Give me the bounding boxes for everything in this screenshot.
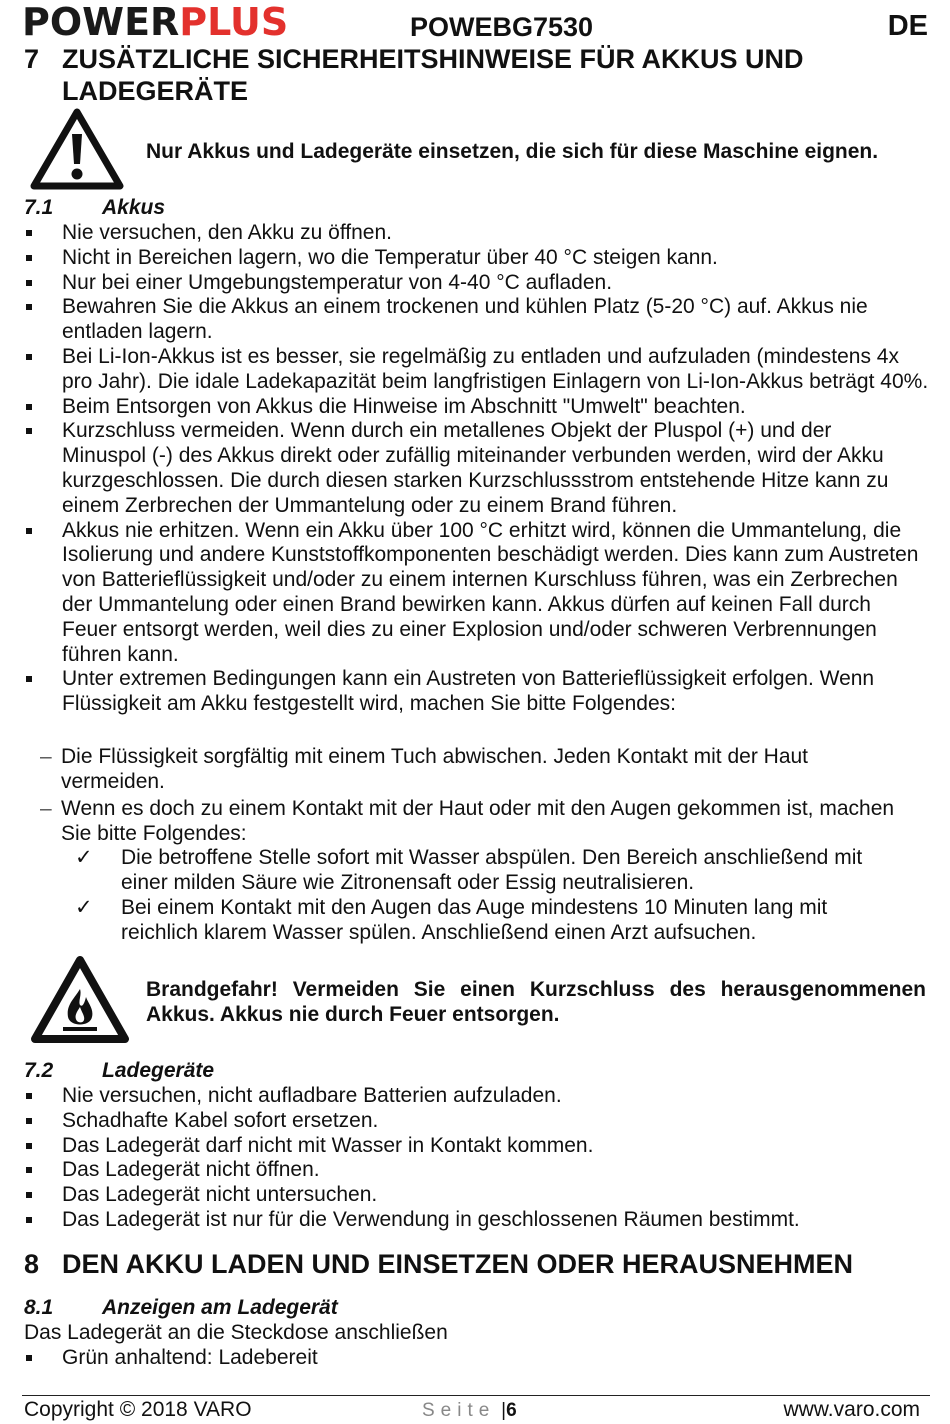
warning-text: Nur Akkus und Ladegeräte einsetzen, die sich für diese Maschine eignen. bbox=[146, 140, 879, 163]
list-item: Bei Li-Ion-Akkus ist es besser, sie regelmäßig zu entladen und aufzuladen (mindestens 4x pro Jahr). Die idale Ladekapazität beim langfristigen Einlagern von Li-Ion-Akkus beträgt 40%. bbox=[24, 345, 929, 395]
dash-item: – Wenn es doch zu einem Kontakt mit der Haut oder mit den Augen gekommen ist, machen Sie bitte Folgendes: bbox=[40, 797, 895, 845]
list-item: Das Ladegerät darf nicht mit Wasser in Kontakt kommen. bbox=[24, 1134, 929, 1159]
subsection-7-2-heading bbox=[24, 1059, 424, 1085]
paragraph: Das Ladegerät an die Steckdose anschließen bbox=[24, 1321, 448, 1344]
check-item: ✓ Bei einem Kontakt mit den Augen das Auge mindestens 10 Minuten lang mit reichlich klarem Wasser spülen. Anschließend einen Arzt aufsuchen. bbox=[75, 896, 828, 944]
section-7-heading bbox=[24, 44, 924, 108]
section-number: 7 bbox=[24, 44, 40, 74]
page-label: Seite bbox=[422, 1400, 496, 1421]
language-code: DE bbox=[887, 10, 928, 42]
model-number: POWEBG7530 bbox=[410, 12, 594, 42]
list-item: Das Ladegerät ist nur für die Verwendung in geschlossenen Räumen bestimmt. bbox=[24, 1208, 929, 1233]
list-item: Das Ladegerät nicht öffnen. bbox=[24, 1158, 929, 1183]
list-item: Nur bei einer Umgebungstemperatur von 4-40 °C aufladen. bbox=[24, 271, 929, 296]
subsection-7-1-heading bbox=[24, 196, 424, 222]
warning-triangle-icon bbox=[30, 108, 124, 190]
brand-logo-plus: PLUS bbox=[179, 0, 289, 44]
anzeigen-bullet-list bbox=[24, 1346, 929, 1371]
list-item: Unter extremen Bedingungen kann ein Austreten von Batterieflüssigkeit erfolgen. Wenn Flüssigkeit am Akku festgestellt wird, machen Sie bitte Folgendes: bbox=[24, 667, 929, 717]
dash-item: – Die Flüssigkeit sorgfältig mit einem Tuch abwischen. Jeden Kontakt mit der Haut vermeiden. bbox=[40, 745, 809, 793]
list-item: Nie versuchen, den Akku zu öffnen. bbox=[24, 221, 929, 246]
ladegeraete-bullet-list bbox=[24, 1084, 929, 1233]
page-separator: | bbox=[501, 1400, 507, 1421]
subsection-8-1-heading bbox=[24, 1296, 524, 1322]
page-number: 6 bbox=[506, 1400, 517, 1421]
list-item: Nie versuchen, nicht aufladbare Batterien aufzuladen. bbox=[24, 1084, 929, 1109]
brand-logo bbox=[22, 2, 288, 42]
fire-warning-text: Brandgefahr! Vermeiden Sie einen Kurzschluss des herausgenommenen Akkus. Akkus nie durch Feuer entsorgen. bbox=[146, 978, 926, 1026]
check-icon: ✓ bbox=[75, 896, 93, 919]
brand-logo-power: POWER bbox=[22, 0, 180, 44]
section-title-line2: LADEGERÄTE bbox=[62, 76, 249, 106]
list-item: Schadhafte Kabel sofort ersetzen. bbox=[24, 1109, 929, 1134]
subsection-title: Anzeigen am Ladegerät bbox=[102, 1296, 338, 1319]
subsection-number: 7.1 bbox=[24, 196, 54, 219]
subsection-number: 7.2 bbox=[24, 1059, 54, 1082]
subsection-title: Ladegeräte bbox=[102, 1059, 215, 1082]
list-item: Akkus nie erhitzen. Wenn ein Akku über 100 °C erhitzt wird, können die Ummantelung, die Isolierung und andere Kunststoffkomponenten beschädigt werden. Dies kann zum Austreten von Batterieflüssigkeit und/oder zu einem internen Kurschluss führen, was ein Zerbrechen der Ummantelung oder einen Brand bewirken kann. Akkus dürfen auf keinen Fall durch Feuer entsorgt werden, weil dies zu einer Explosion und/oder schweren Verbrennungen führen kann. bbox=[24, 519, 929, 668]
section-title-line1: ZUSÄTZLICHE SICHERHEITSHINWEISE FÜR AKKUS UND bbox=[62, 44, 804, 74]
list-item: Grün anhaltend: Ladebereit bbox=[24, 1346, 929, 1371]
akkus-bullet-list bbox=[24, 221, 929, 717]
section-title: DEN AKKU LADEN UND EINSETZEN ODER HERAUSNEHMEN bbox=[62, 1249, 854, 1279]
list-item: Bewahren Sie die Akkus an einem trockenen und kühlen Platz (5-20 °C) auf. Akkus nie entladen lagern. bbox=[24, 295, 929, 345]
footer-divider bbox=[22, 1395, 930, 1396]
section-8-heading bbox=[24, 1249, 924, 1281]
footer-page bbox=[422, 1398, 517, 1422]
list-item: Das Ladegerät nicht untersuchen. bbox=[24, 1183, 929, 1208]
footer-website: www.varo.com bbox=[783, 1398, 920, 1421]
fire-hazard-icon bbox=[30, 955, 130, 1043]
check-icon: ✓ bbox=[75, 846, 93, 869]
subsection-number: 8.1 bbox=[24, 1296, 54, 1319]
footer-copyright: Copyright © 2018 VARO bbox=[24, 1398, 252, 1421]
list-item: Nicht in Bereichen lagern, wo die Temperatur über 40 °C steigen kann. bbox=[24, 246, 929, 271]
list-item: Beim Entsorgen von Akkus die Hinweise im Abschnitt "Umwelt" beachten. bbox=[24, 395, 929, 420]
check-item: ✓ Die betroffene Stelle sofort mit Wasser abspülen. Den Bereich anschließend mit einer milden Säure wie Zitronensaft oder Essig neutralisieren. bbox=[75, 846, 863, 894]
section-number: 8 bbox=[24, 1249, 40, 1279]
subsection-title: Akkus bbox=[102, 196, 166, 219]
list-item: Kurzschluss vermeiden. Wenn durch ein metallenes Objekt der Pluspol (+) und der Minuspol (-) des Akkus direkt oder zufällig miteinander verbunden werden, wird der Akku kurzgeschlossen. Die durch diesen starken Kurzschlussstrom entstehende Hitze kann zu einem Zerbrechen der Ummantelung oder zu einem Brand führen. bbox=[24, 419, 929, 518]
